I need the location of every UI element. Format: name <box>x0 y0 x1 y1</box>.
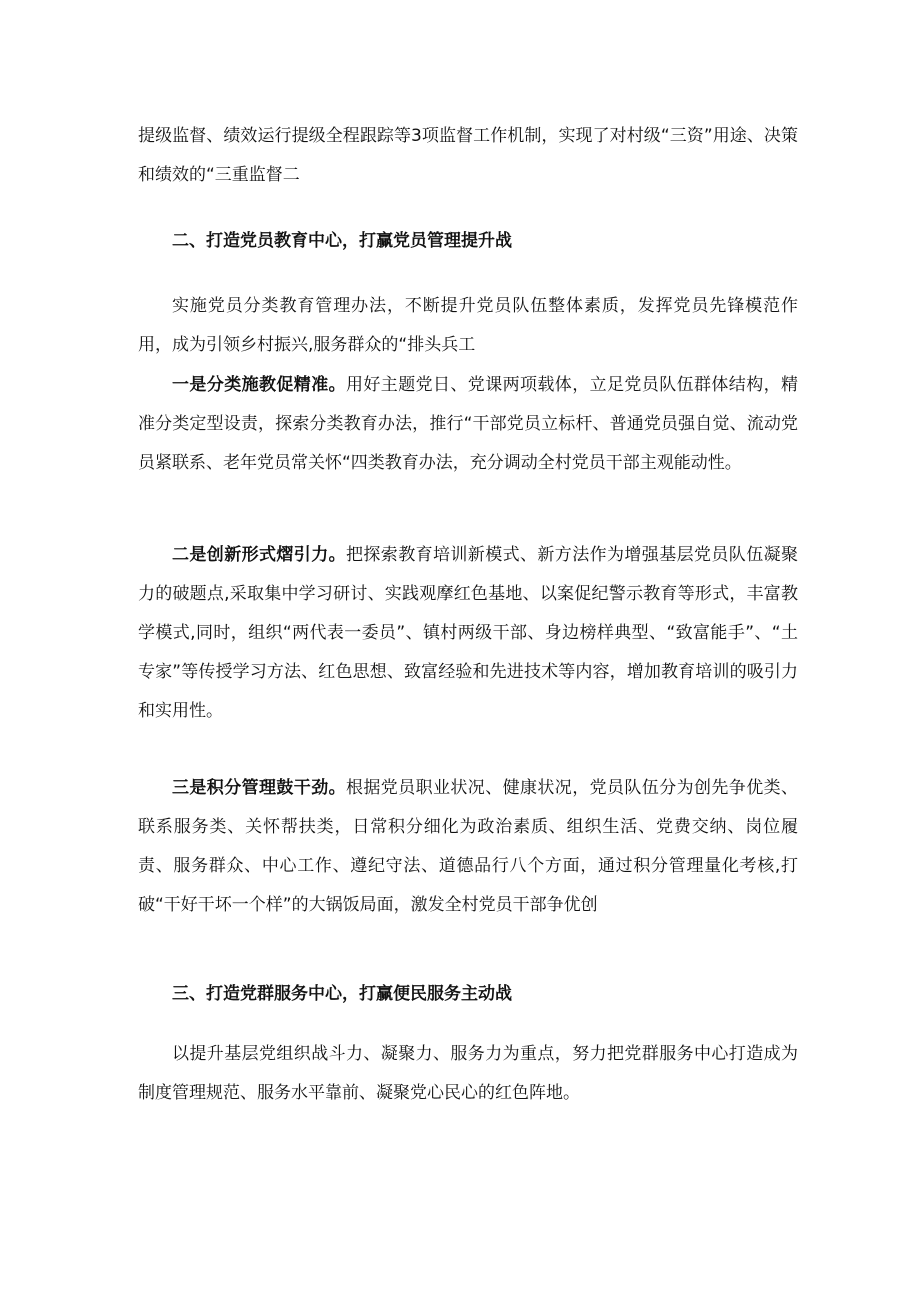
item-one-lead: 一是分类施教促精准。 <box>172 375 346 395</box>
section-three-heading: 三、打造党群服务中心，打赢便民服务主动战 <box>172 984 512 1004</box>
section-three-intro: 以提升基层党组织战斗力、凝聚力、服务力为重点，努力把党群服务中心打造成为制度管理规范、服务水平靠前、凝聚党心民心的红色阵地。 <box>138 1044 798 1103</box>
item-two-lead: 二是创新形式熠引力。 <box>172 545 346 565</box>
item-one-body: 用好主题党日、党课两项载体，立足党员队伍群体结构，精准分类定型设责，探索分类教育办法，推行“干部党员立标杆、普通党员强自觉、流动党员紧联系、老年党员常关怀“四类教育办法，充分调动全村党员干部主观能动性。 <box>138 375 798 473</box>
item-two-paragraph <box>138 536 798 731</box>
item-three-body: 根据党员职业状况、健康状况，党员队伍分为创先争优类、联系服务类、关怀帮扶类，日常积分细化为政治素质、组织生活、党费交纳、岗位履责、服务群众、中心工作、遵纪守法、道德品行八个方面，通过积分管理量化考核,打破“干好干坏一个样”的大锅饭局面，激发全村党员干部争优创 <box>138 778 798 915</box>
section-two-heading: 二、打造党员教育中心，打赢党员管理提升战 <box>172 231 512 251</box>
item-one-paragraph <box>138 366 798 483</box>
section-two-intro: 实施党员分类教育管理办法，不断提升党员队伍整体素质，发挥党员先锋模范作用，成为引领乡村振兴,服务群众的“排头兵工 <box>138 296 798 355</box>
item-three-paragraph <box>138 769 798 925</box>
paragraph-intro: 提级监督、绩效运行提级全程跟踪等3项监督工作机制，实现了对村级“三资”用途、决策和绩效的“三重监督二 <box>138 126 798 185</box>
item-two-body: 把探索教育培训新模式、新方法作为增强基层党员队伍凝聚力的破题点,采取集中学习研讨、实践观摩红色基地、以案促纪警示教育等形式，丰富教学模式,同时，组织“两代表一委员”、镇村两级干部、身边榜样典型、“致富能手”、“土专家”等传授学习方法、红色思想、致富经验和先进技术等内容，增加教育培训的吸引力和实用性。 <box>138 545 798 721</box>
item-three-lead: 三是积分管理鼓干劲。 <box>172 778 346 798</box>
